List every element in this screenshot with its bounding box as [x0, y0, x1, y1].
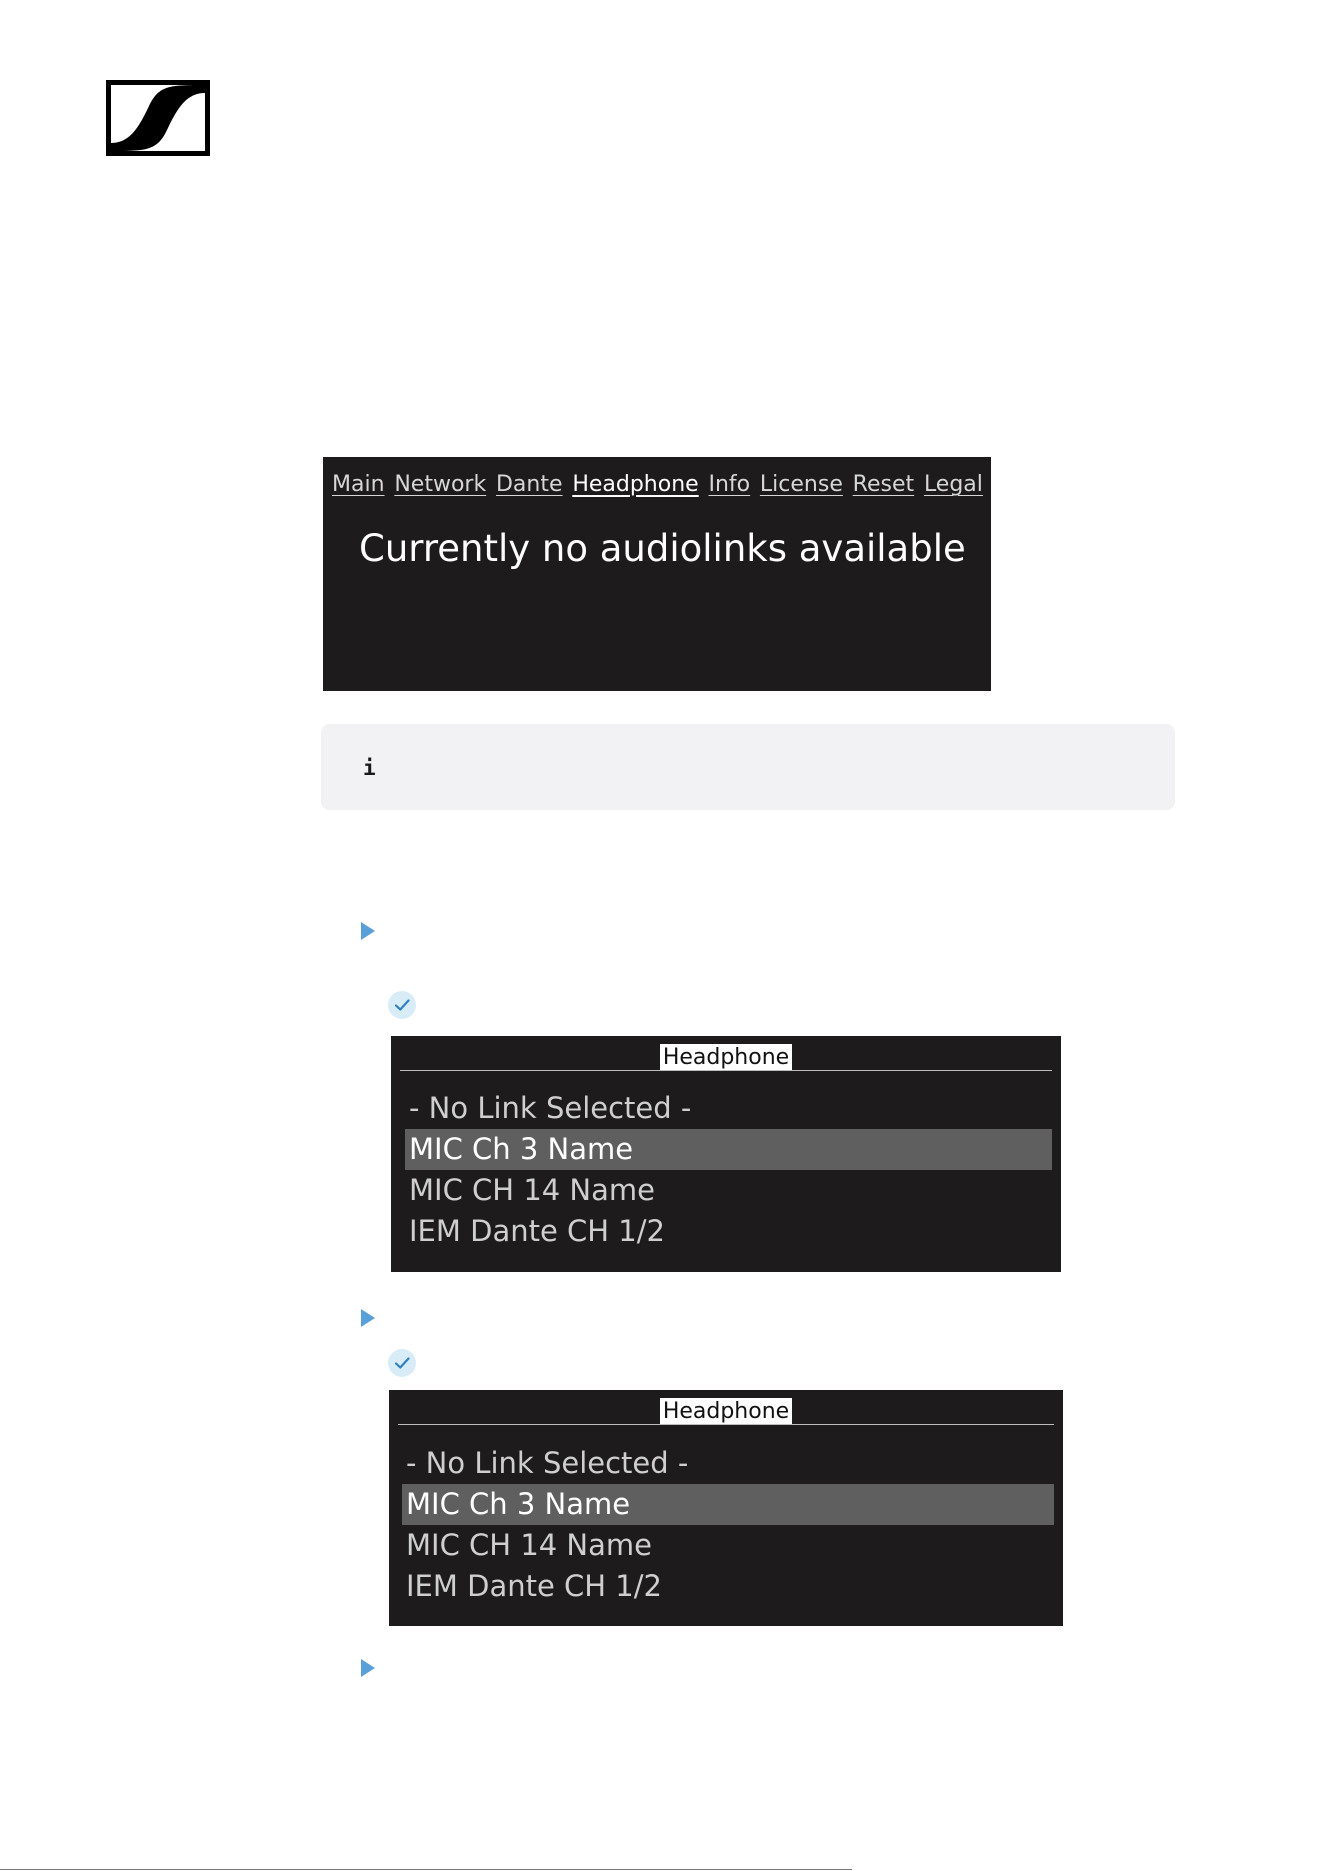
tab-network[interactable]: Network [394, 472, 487, 497]
tab-main[interactable]: Main [332, 472, 385, 497]
check-circle-icon [388, 1349, 416, 1377]
device-screen-main-menu [323, 457, 991, 691]
divider [398, 1424, 1054, 1425]
menu-bar [332, 463, 983, 497]
tab-dante[interactable]: Dante [495, 472, 563, 497]
list-item[interactable]: MIC CH 14 Name [406, 1528, 652, 1562]
tab-info[interactable]: Info [708, 472, 751, 497]
footer-divider [0, 1869, 852, 1870]
sennheiser-logo [106, 80, 210, 156]
screen-title: Headphone [389, 1398, 1063, 1428]
divider [400, 1070, 1052, 1071]
tab-license[interactable]: License [759, 472, 843, 497]
list-item[interactable]: IEM Dante CH 1/2 [409, 1214, 665, 1248]
list-item[interactable]: MIC CH 14 Name [409, 1173, 655, 1207]
list-item[interactable]: IEM Dante CH 1/2 [406, 1569, 662, 1603]
step-arrow-icon [361, 922, 375, 940]
list-item-no-link[interactable]: - No Link Selected - [409, 1091, 692, 1125]
device-screen-headphone-list [391, 1036, 1061, 1272]
screen-title: Headphone [391, 1044, 1061, 1074]
check-circle-icon [388, 991, 416, 1019]
list-item-no-link[interactable]: - No Link Selected - [406, 1446, 689, 1480]
list-item-selected[interactable]: MIC Ch 3 Name [402, 1484, 1054, 1525]
tab-headphone[interactable]: Headphone [572, 472, 699, 497]
step-arrow-icon [361, 1659, 375, 1677]
audiolink-list [405, 1088, 1052, 1252]
info-box [321, 724, 1175, 810]
step-arrow-icon [361, 1309, 375, 1327]
audiolink-list [402, 1443, 1054, 1607]
no-audiolinks-message: Currently no audiolinks available [359, 527, 966, 570]
list-item-selected[interactable]: MIC Ch 3 Name [405, 1129, 1052, 1170]
tab-reset[interactable]: Reset [852, 472, 915, 497]
info-icon: i [363, 756, 376, 780]
device-screen-headphone-list-confirmed [389, 1390, 1063, 1626]
tab-legal[interactable]: Legal [923, 472, 983, 497]
